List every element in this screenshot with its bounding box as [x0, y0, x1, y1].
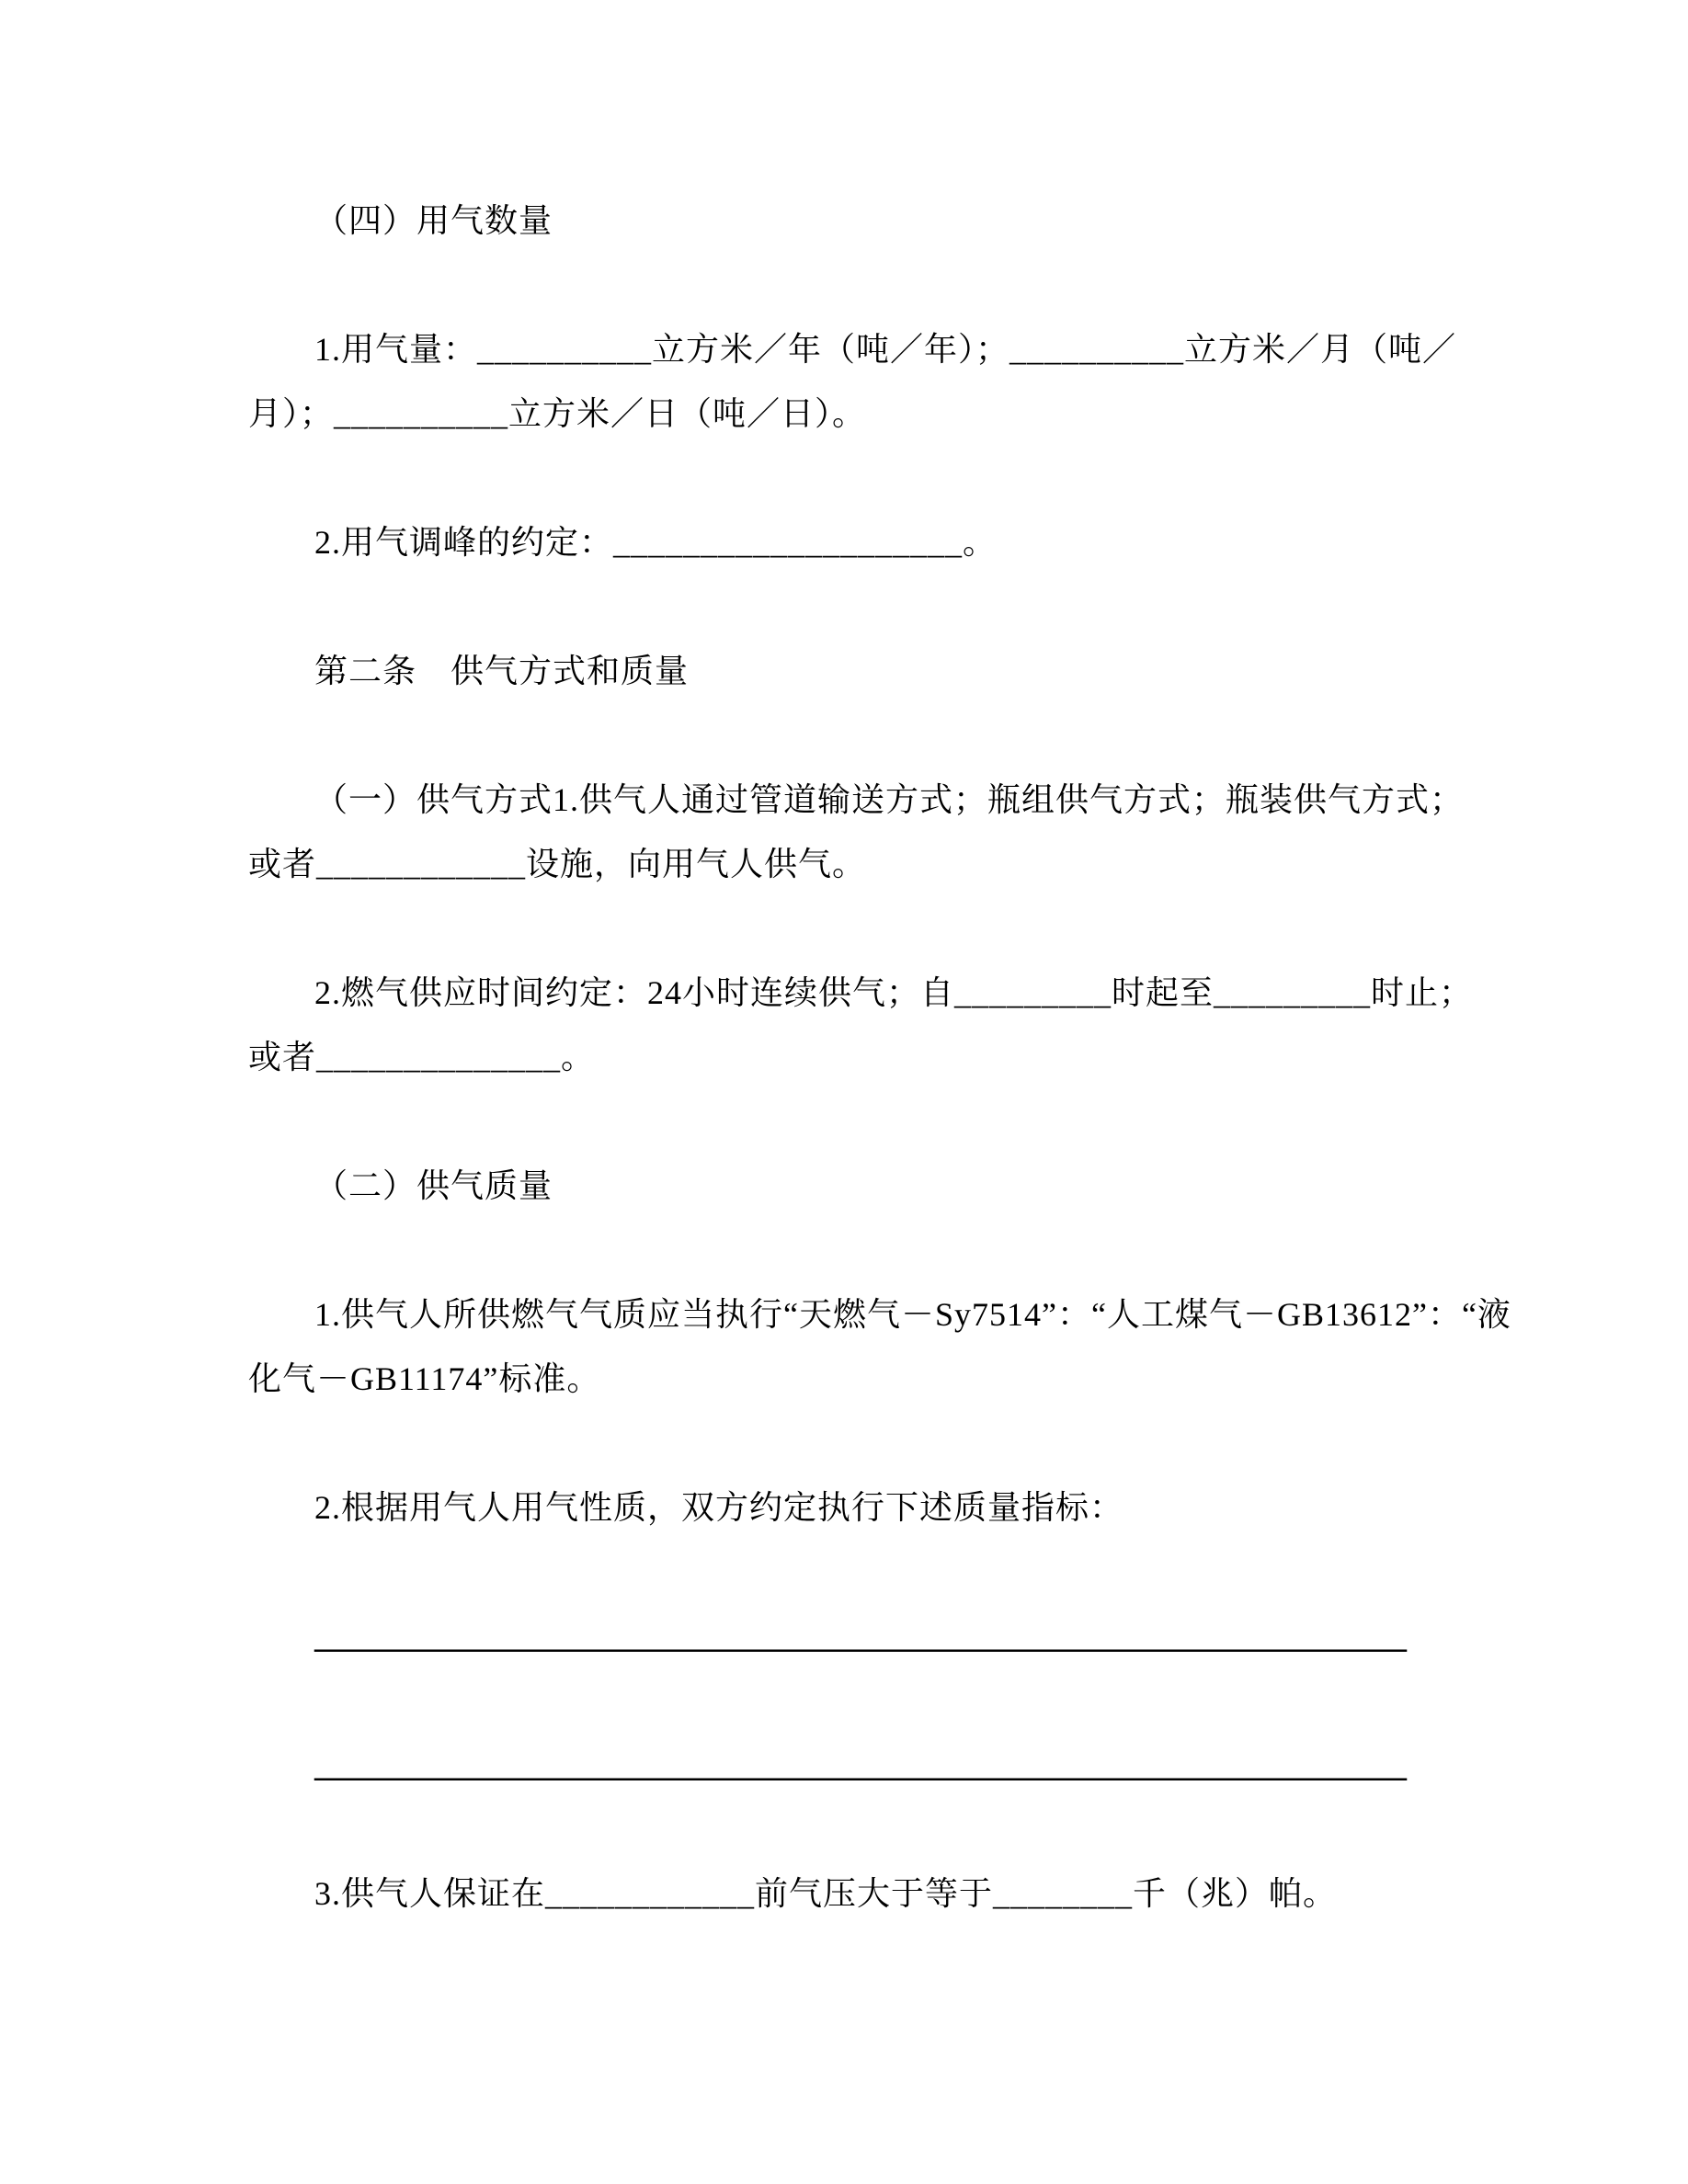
section-gas-usage-quantity	[248, 188, 1458, 253]
para-gas-usage-amount-line-2: 月）；__________立方米／日（吨／日）。	[248, 395, 867, 432]
para-supply-time	[248, 961, 1474, 1089]
blank-fill-line-2: __________________________________________________________________	[314, 1746, 1407, 1783]
heading-gas-usage-quantity: （四）用气数量	[314, 202, 553, 239]
para-supply-time-line-1: 2.燃气供应时间约定：24小时连续供气；自_________时起至_________时止；	[314, 974, 1474, 1011]
para-supply-time-line-2: 或者______________。	[248, 1039, 596, 1075]
blank-fill-row-1	[248, 1604, 1458, 1668]
para-pressure-guarantee-line-1: 3.供气人保证在____________前气压大于等于________千（兆）帕。	[314, 1875, 1338, 1912]
para-pressure-guarantee	[248, 1861, 1458, 1926]
section-supply-quality	[248, 1154, 1458, 1218]
para-gas-usage-amount	[248, 317, 1458, 446]
para-quality-indicators-line-1: 2.根据用气人用气性质，双方约定执行下述质量指标：	[314, 1489, 1124, 1526]
para-peak-adjustment-line-1: 2.用气调峰的约定：____________________。	[314, 524, 998, 561]
heading-article-2: 第二条 供气方式和质量	[314, 653, 690, 689]
para-supply-method	[248, 768, 1465, 896]
para-gas-standards	[248, 1282, 1511, 1411]
para-quality-indicators	[248, 1475, 1458, 1540]
para-gas-usage-amount-line-1: 1.用气量：__________立方米／年（吨／年）；__________立方米／月（吨／	[314, 331, 1457, 368]
blank-fill-line-1: __________________________________________________________________	[314, 1618, 1407, 1655]
heading-supply-quality: （二）供气质量	[314, 1167, 553, 1204]
blank-fill-row-2	[248, 1733, 1458, 1797]
para-peak-adjustment	[248, 510, 1458, 574]
para-supply-method-line-2: 或者____________设施，向用气人供气。	[248, 846, 867, 882]
section-article-2	[248, 639, 1458, 703]
para-gas-standards-line-1: 1.供气人所供燃气气质应当执行“天燃气－Sy7514”：“人工煤气－GB13612”：“液	[314, 1296, 1511, 1333]
para-supply-method-line-1: （一）供气方式1.供气人通过管道输送方式；瓶组供气方式；瓶装供气方式；	[314, 781, 1465, 818]
para-gas-standards-line-2: 化气－GB11174”标准。	[248, 1360, 601, 1397]
